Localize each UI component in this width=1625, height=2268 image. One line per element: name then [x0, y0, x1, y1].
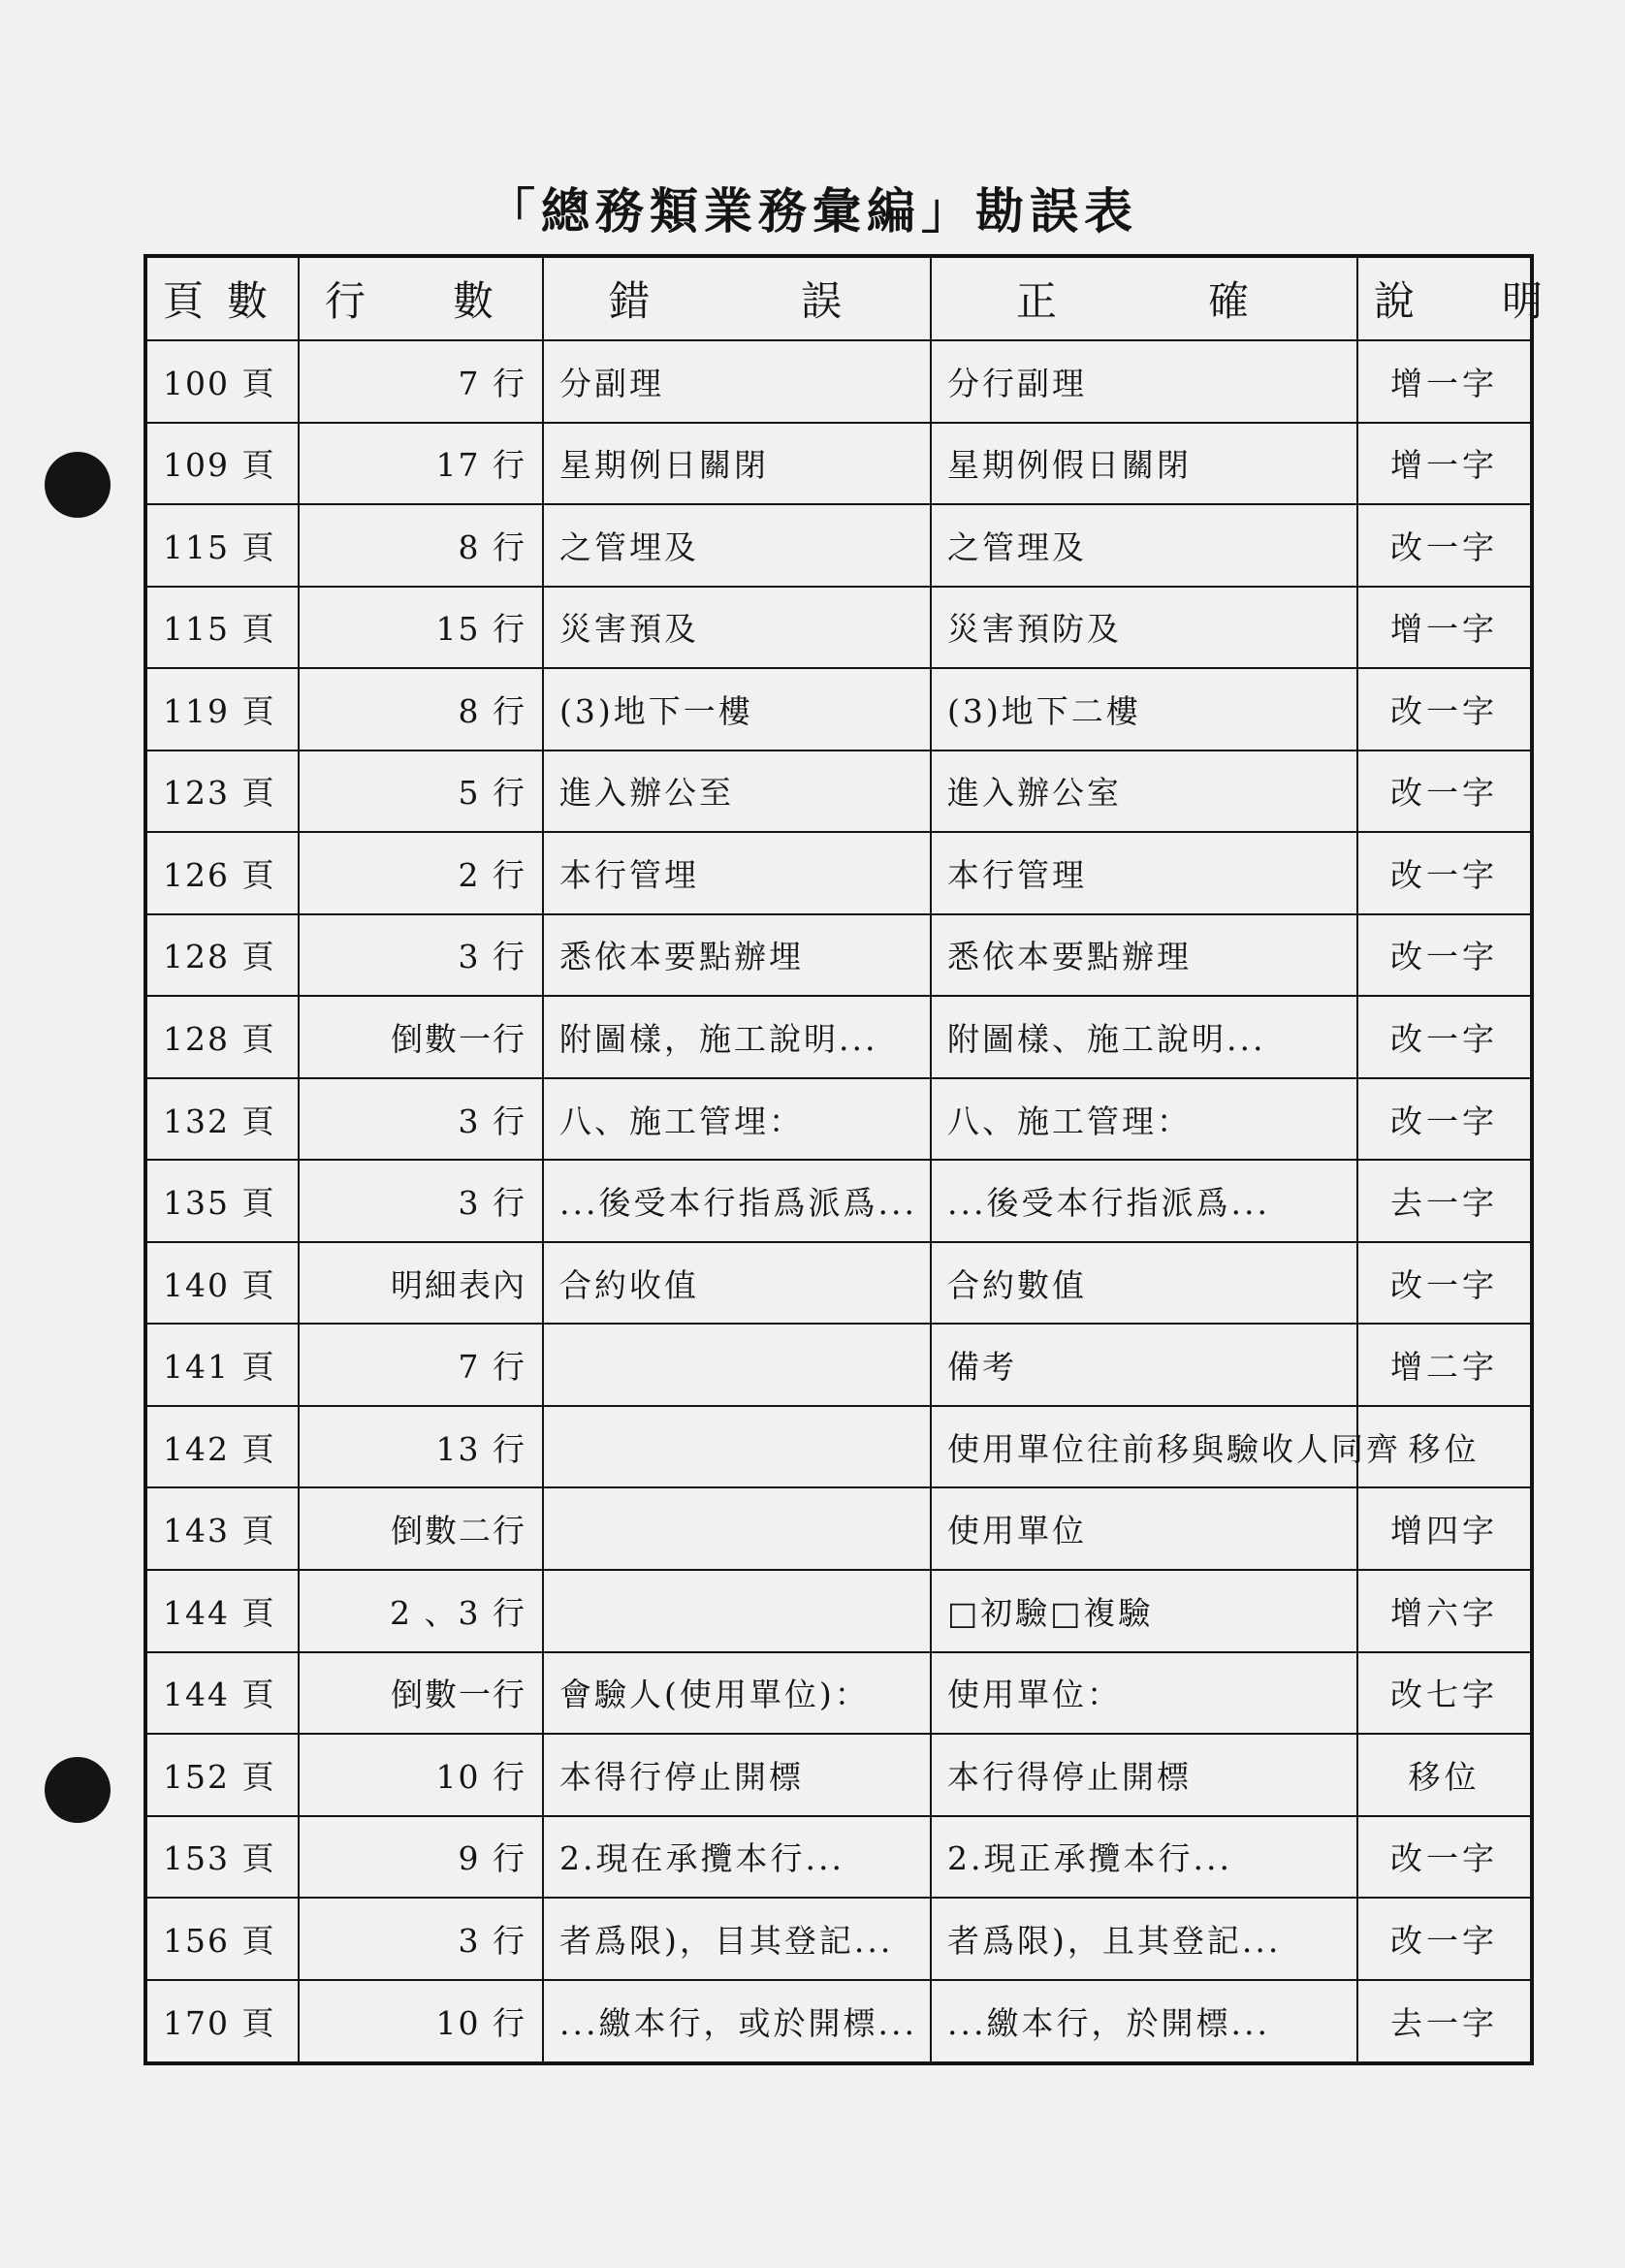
- note-cell: 改一字: [1357, 914, 1532, 997]
- correct-text-cell: 星期例假日關閉: [931, 423, 1357, 505]
- column-header-wrong: 錯 誤: [543, 256, 931, 340]
- column-header-line: 行 數: [299, 256, 543, 340]
- correct-text-cell: 悉依本要點辦理: [931, 914, 1357, 997]
- correct-text-cell: 使用單位往前移與驗收人同齊: [931, 1406, 1357, 1488]
- table-row: [145, 1570, 1532, 1652]
- correct-text-cell: 本行管理: [931, 832, 1357, 914]
- correct-text-cell: □初驗□複驗: [931, 1570, 1357, 1652]
- table-row: [145, 1734, 1532, 1816]
- line-cell: 7 行: [299, 1324, 543, 1406]
- note-cell: 去一字: [1357, 1980, 1532, 2063]
- line-cell: 3 行: [299, 914, 543, 997]
- correct-text-cell: ...繳本行，於開標...: [931, 1980, 1357, 2063]
- page-cell: 123 頁: [145, 751, 299, 833]
- page-cell: 119 頁: [145, 668, 299, 751]
- correct-text-cell: 進入辦公室: [931, 751, 1357, 833]
- wrong-text-cell: 分副理: [543, 340, 931, 423]
- table-row: [145, 587, 1532, 669]
- correct-text-cell: 災害預防及: [931, 587, 1357, 669]
- note-cell: 增四字: [1357, 1487, 1532, 1570]
- table-row: [145, 1980, 1532, 2063]
- page-cell: 126 頁: [145, 832, 299, 914]
- wrong-text-cell: 者爲限)，目其登記...: [543, 1898, 931, 1980]
- wrong-text-cell: 災害預及: [543, 587, 931, 669]
- correct-text-cell: 之管理及: [931, 504, 1357, 587]
- wrong-text-cell: 之管埋及: [543, 504, 931, 587]
- page-cell: 140 頁: [145, 1242, 299, 1325]
- wrong-text-cell: ...繳本行，或於開標...: [543, 1980, 931, 2063]
- note-cell: 改一字: [1357, 832, 1532, 914]
- table-row: [145, 340, 1532, 423]
- note-cell: 移位: [1357, 1734, 1532, 1816]
- page-cell: 132 頁: [145, 1078, 299, 1161]
- table-row: [145, 914, 1532, 997]
- correct-text-cell: 附圖樣、施工說明...: [931, 996, 1357, 1078]
- wrong-text-cell: 悉依本要點辦埋: [543, 914, 931, 997]
- note-cell: 增一字: [1357, 587, 1532, 669]
- line-cell: 3 行: [299, 1160, 543, 1242]
- page-cell: 153 頁: [145, 1816, 299, 1899]
- wrong-text-cell: 會驗人(使用單位)：: [543, 1652, 931, 1735]
- line-cell: 2 行: [299, 832, 543, 914]
- note-cell: 改一字: [1357, 1898, 1532, 1980]
- note-cell: 去一字: [1357, 1160, 1532, 1242]
- page-cell: 156 頁: [145, 1898, 299, 1980]
- note-cell: 增一字: [1357, 340, 1532, 423]
- page-title: 「總務類業務彙編」勘誤表: [487, 182, 1138, 240]
- page-cell: 128 頁: [145, 996, 299, 1078]
- page-cell: 170 頁: [145, 1980, 299, 2063]
- note-cell: 改一字: [1357, 996, 1532, 1078]
- table-row: [145, 996, 1532, 1078]
- correct-text-cell: 2.現正承攬本行...: [931, 1816, 1357, 1899]
- correct-text-cell: 者爲限)，且其登記...: [931, 1898, 1357, 1980]
- page-cell: 128 頁: [145, 914, 299, 997]
- wrong-text-cell: 2.現在承攬本行...: [543, 1816, 931, 1899]
- note-cell: 改一字: [1357, 1816, 1532, 1899]
- correct-text-cell: 本行得停止開標: [931, 1734, 1357, 1816]
- table-row: [145, 1898, 1532, 1980]
- correct-text-cell: 備考: [931, 1324, 1357, 1406]
- table-row: [145, 1487, 1532, 1570]
- column-header-note: 說 明: [1357, 256, 1532, 340]
- table-row: [145, 668, 1532, 751]
- line-cell: 8 行: [299, 668, 543, 751]
- page-cell: 144 頁: [145, 1570, 299, 1652]
- line-cell: 倒數二行: [299, 1487, 543, 1570]
- page-cell: 109 頁: [145, 423, 299, 505]
- page-cell: 144 頁: [145, 1652, 299, 1735]
- correct-text-cell: (3)地下二樓: [931, 668, 1357, 751]
- note-cell: 改一字: [1357, 1242, 1532, 1325]
- header-row: [145, 256, 1532, 340]
- page-cell: 135 頁: [145, 1160, 299, 1242]
- page-cell: 152 頁: [145, 1734, 299, 1816]
- wrong-text-cell: 八、施工管埋：: [543, 1078, 931, 1161]
- table-row: [145, 423, 1532, 505]
- table-row: [145, 504, 1532, 587]
- correct-text-cell: 使用單位: [931, 1487, 1357, 1570]
- table-row: [145, 1406, 1532, 1488]
- correct-text-cell: 合約數值: [931, 1242, 1357, 1325]
- table-row: [145, 1242, 1532, 1325]
- wrong-text-cell: [543, 1570, 931, 1652]
- column-header-correct: 正 確: [931, 256, 1357, 340]
- wrong-text-cell: 進入辦公至: [543, 751, 931, 833]
- line-cell: 10 行: [299, 1734, 543, 1816]
- note-cell: 移位: [1357, 1406, 1532, 1488]
- line-cell: 8 行: [299, 504, 543, 587]
- line-cell: 5 行: [299, 751, 543, 833]
- note-cell: 增六字: [1357, 1570, 1532, 1652]
- line-cell: 倒數一行: [299, 1652, 543, 1735]
- wrong-text-cell: 附圖樣，施工說明...: [543, 996, 931, 1078]
- line-cell: 倒數一行: [299, 996, 543, 1078]
- table-row: [145, 1652, 1532, 1735]
- wrong-text-cell: [543, 1406, 931, 1488]
- note-cell: 改一字: [1357, 751, 1532, 833]
- column-header-page: 頁數: [145, 256, 299, 340]
- wrong-text-cell: 本得行停止開標: [543, 1734, 931, 1816]
- table-row: [145, 832, 1532, 914]
- line-cell: 17 行: [299, 423, 543, 505]
- punch-hole: [45, 1757, 111, 1823]
- correct-text-cell: ...後受本行指派爲...: [931, 1160, 1357, 1242]
- line-cell: 10 行: [299, 1980, 543, 2063]
- correct-text-cell: 八、施工管理：: [931, 1078, 1357, 1161]
- wrong-text-cell: [543, 1324, 931, 1406]
- note-cell: 增二字: [1357, 1324, 1532, 1406]
- note-cell: 改一字: [1357, 668, 1532, 751]
- wrong-text-cell: ...後受本行指爲派爲...: [543, 1160, 931, 1242]
- wrong-text-cell: [543, 1487, 931, 1570]
- line-cell: 15 行: [299, 587, 543, 669]
- correct-text-cell: 分行副理: [931, 340, 1357, 423]
- page-cell: 141 頁: [145, 1324, 299, 1406]
- line-cell: 3 行: [299, 1898, 543, 1980]
- note-cell: 改七字: [1357, 1652, 1532, 1735]
- line-cell: 2 、3 行: [299, 1570, 543, 1652]
- table-row: [145, 1078, 1532, 1161]
- page-cell: 143 頁: [145, 1487, 299, 1570]
- wrong-text-cell: (3)地下一樓: [543, 668, 931, 751]
- line-cell: 13 行: [299, 1406, 543, 1488]
- note-cell: 增一字: [1357, 423, 1532, 505]
- wrong-text-cell: 本行管埋: [543, 832, 931, 914]
- page-cell: 142 頁: [145, 1406, 299, 1488]
- page-cell: 115 頁: [145, 587, 299, 669]
- note-cell: 改一字: [1357, 1078, 1532, 1161]
- line-cell: 3 行: [299, 1078, 543, 1161]
- table-row: [145, 1324, 1532, 1406]
- wrong-text-cell: 星期例日關閉: [543, 423, 931, 505]
- wrong-text-cell: 合約收值: [543, 1242, 931, 1325]
- page-cell: 100 頁: [145, 340, 299, 423]
- table-row: [145, 751, 1532, 833]
- line-cell: 7 行: [299, 340, 543, 423]
- table-row: [145, 1816, 1532, 1899]
- line-cell: 9 行: [299, 1816, 543, 1899]
- page-cell: 115 頁: [145, 504, 299, 587]
- errata-table: [143, 254, 1567, 2065]
- line-cell: 明細表內: [299, 1242, 543, 1325]
- punch-hole: [45, 452, 111, 518]
- correct-text-cell: 使用單位：: [931, 1652, 1357, 1735]
- note-cell: 改一字: [1357, 504, 1532, 587]
- table-row: [145, 1160, 1532, 1242]
